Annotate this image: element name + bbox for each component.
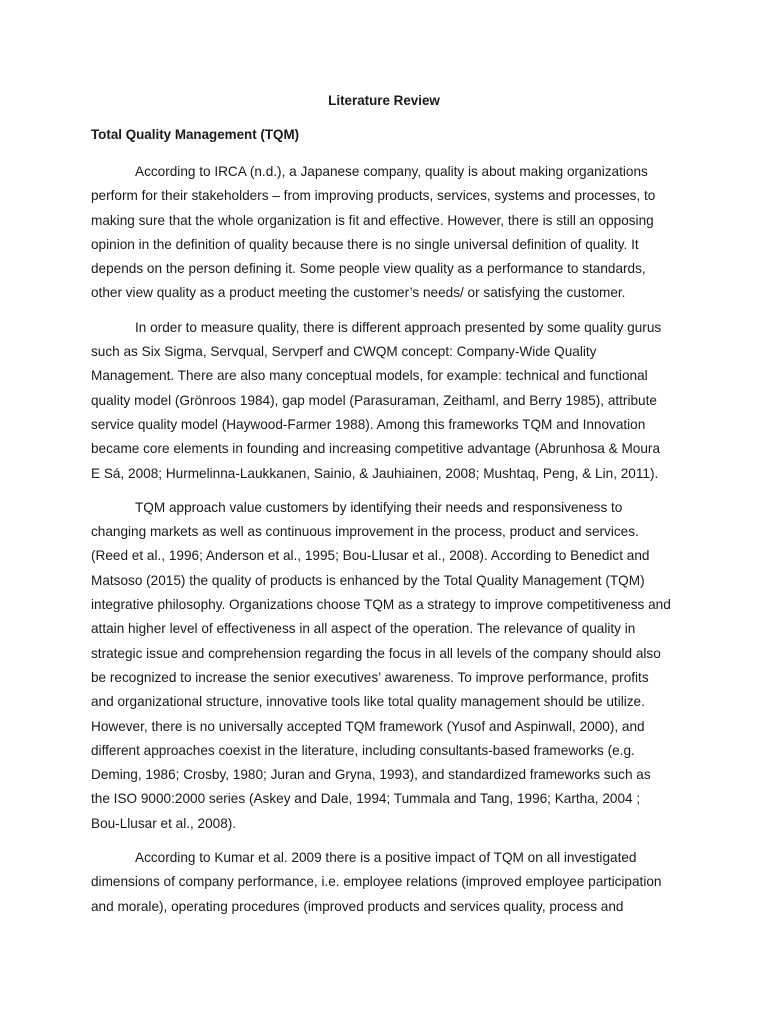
paragraph: In order to measure quality, there is different approach presented by some quality gurus such as Six Sigma, Servqual, Servperf and CWQM concept: Company-Wide Quality Management. There are also many conceptual models, for example: technical and functional quality model (Grönroos 1984), gap model (Parasuraman, Zeithaml, and Berry 1985), attribute service quality model (Haywood-Farmer 1988). Among this frameworks TQM and Innovation became core elements in founding and increasing competitive advantage (Abrunhosa & Moura E Sá, 2008; Hurmelinna-Laukkanen, Sainio, & Jauhiainen, 2008; Mushtaq, Peng, & Lin, 2011). <box>91 319 662 481</box>
paragraph: According to Kumar et al. 2009 there is a positive impact of TQM on all investigated dimensions of company performance, i.e. employee relations (improved employee participation and morale), operating procedures (improved products and services quality, process and <box>91 850 662 914</box>
document-title: Literature Review <box>328 93 440 108</box>
section-heading: Total Quality Management (TQM) <box>91 127 300 142</box>
document-body <box>91 160 671 929</box>
paragraph: TQM approach value customers by identifying their needs and responsiveness to changing markets as well as continuous improvement in the process, product and services. (Reed et al., 1996; Anderson et al., 1995; Bou-Llusar et al., 2008). According to Benedict and Matsoso (2015) the quality of products is enhanced by the Total Quality Management (TQM) integrative philosophy. Organizations choose TQM as a strategy to improve competitiveness and attain higher level of effectiveness in all aspect of the operation. The relevance of quality in strategic issue and comprehension regarding the focus in all levels of the company should also be recognized to increase the senior executives’ awareness. To improve performance, profits and organizational structure, innovative tools like total quality management should be utilize. However, there is no universally accepted TQM framework (Yusof and Aspinwall, 2000), and different approaches coexist in the literature, including consultants-based frameworks (e.g. Deming, 1986; Crosby, 1980; Juran and Gryna, 1993), and standardized frameworks such as the ISO 9000:2000 series (Askey and Dale, 1994; Tummala and Tang, 1996; Kartha, 2004 ; Bou-Llusar et al., 2008). <box>91 499 671 831</box>
paragraph: According to IRCA (n.d.), a Japanese company, quality is about making organizations perform for their stakeholders – from improving products, services, systems and processes, to making sure that the whole organization is fit and effective. However, there is still an opposing opinion in the definition of quality because there is no single universal definition of quality. It depends on the person defining it. Some people view quality as a performance to standards, other view quality as a product meeting the customer’s needs/ or satisfying the customer. <box>91 164 656 301</box>
